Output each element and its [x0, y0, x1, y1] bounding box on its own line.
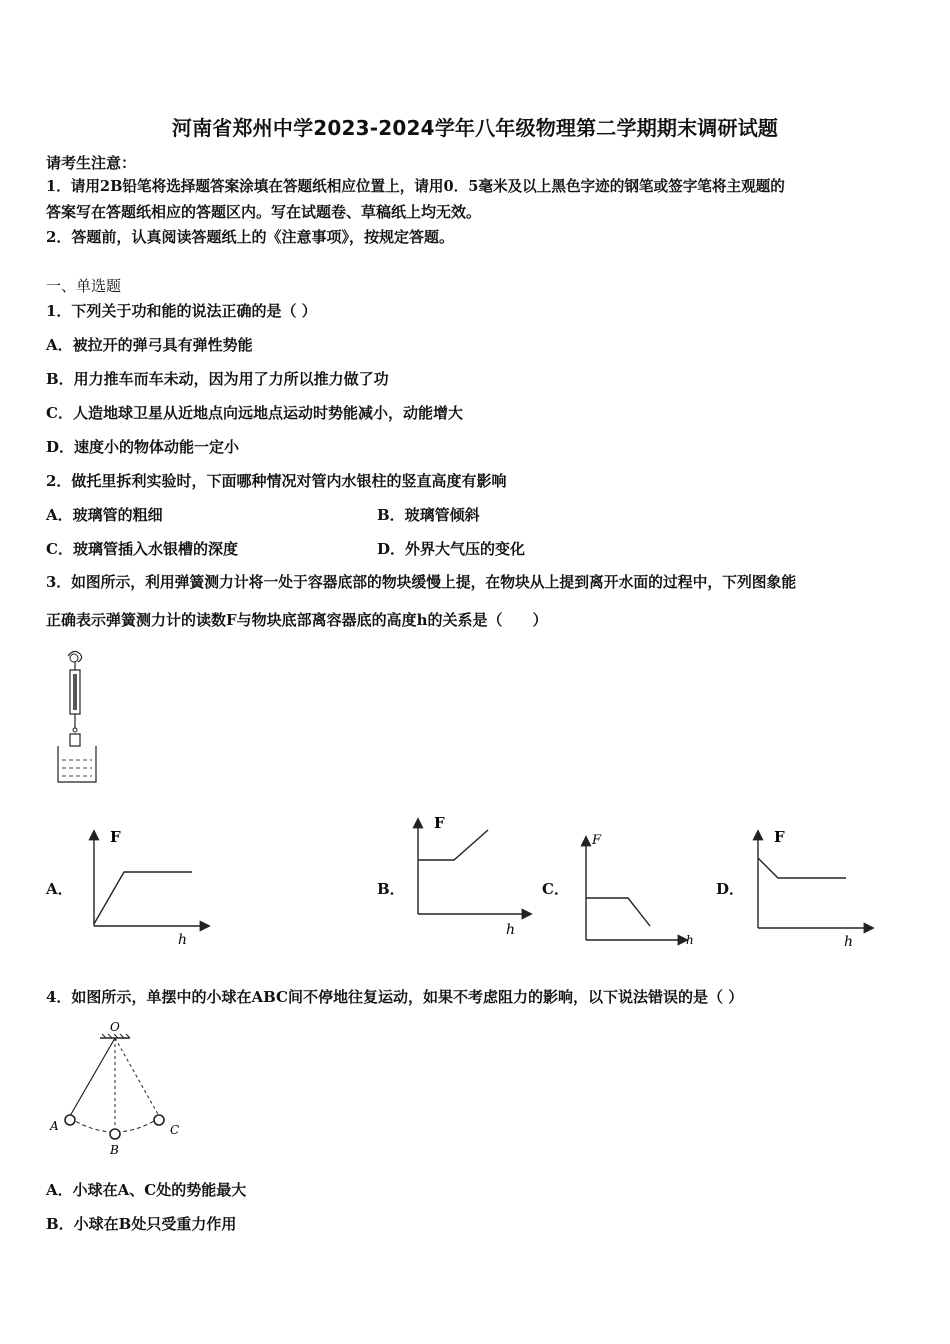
- q1-stem: 1．下列关于功和能的说法正确的是（ ）: [46, 302, 317, 320]
- pendulum-b-label: B: [110, 1143, 119, 1157]
- q2-option-a[interactable]: A．玻璃管的粗细: [46, 506, 163, 524]
- pendulum-figure: [46, 1018, 196, 1158]
- q4-option-a[interactable]: A．小球在A、C处的势能最大: [46, 1181, 247, 1199]
- graph-d-h-label: h: [844, 934, 854, 948]
- pendulum-c-label: C: [170, 1123, 180, 1137]
- q2-stem: 2．做托里拆利实验时，下面哪种情况对管内水银柱的竖直高度有影响: [46, 472, 507, 490]
- notice-line-2: 2．答题前，认真阅读答题纸上的《注意事项》，按规定答题。: [46, 228, 454, 246]
- q4-option-b[interactable]: B．小球在B处只受重力作用: [46, 1215, 237, 1233]
- pendulum-o-label: O: [110, 1020, 120, 1034]
- graph-b-h-label: h: [506, 922, 516, 938]
- q3-graph-d[interactable]: [748, 822, 878, 948]
- page-title: 河南省郑州中学2023-2024学年八年级物理第二学期期末调研试题: [171, 116, 779, 140]
- notice-line-1b: 答案写在答题纸相应的答题区内。写在试题卷、草稿纸上均无效。: [46, 203, 482, 221]
- graph-b-f-label: F: [434, 814, 445, 832]
- q3-graph-a[interactable]: [84, 822, 214, 948]
- q3-graph-c[interactable]: [576, 828, 698, 948]
- q1-option-a[interactable]: A．被拉开的弹弓具有弹性势能: [46, 336, 253, 354]
- q3-option-d-label[interactable]: D．: [716, 880, 745, 898]
- q1-option-b[interactable]: B．用力推车而车未动，因为用了力所以推力做了功: [46, 370, 389, 388]
- notice-heading: 请考生注意：: [46, 154, 137, 172]
- q3-option-b-label[interactable]: B．: [377, 880, 405, 898]
- q3-option-a-label[interactable]: A．: [46, 880, 73, 898]
- q3-option-c-label[interactable]: C．: [542, 880, 569, 898]
- graph-c-h-label: h: [686, 933, 694, 947]
- spring-scale-figure: [52, 648, 102, 784]
- notice-line-1a: 1．请用2B铅笔将选择题答案涂填在答题纸相应位置上，请用0．5毫米及以上黑色字迹的钢笔或签字笔将主观题的: [46, 178, 785, 195]
- section-heading: 一、单选题: [46, 277, 122, 295]
- q3-stem-line-2: 正确表示弹簧测力计的读数F与物块底部离容器底的高度h的关系是（ ）: [46, 611, 548, 629]
- q1-option-d[interactable]: D．速度小的物体动能一定小: [46, 438, 240, 456]
- q3-graph-b[interactable]: [406, 812, 536, 938]
- graph-c-f-label: F: [592, 833, 602, 848]
- q2-option-d[interactable]: D．外界大气压的变化: [377, 540, 526, 558]
- q1-option-c[interactable]: C．人造地球卫星从近地点向远地点运动时势能减小，动能增大: [46, 404, 463, 422]
- graph-a-f-label: F: [110, 828, 121, 846]
- q4-stem: 4．如图所示，单摆中的小球在ABC间不停地往复运动，如果不考虑阻力的影响，以下说法错误的是（ ）: [46, 988, 744, 1006]
- q2-option-b[interactable]: B．玻璃管倾斜: [377, 506, 480, 524]
- pendulum-a-label: A: [50, 1119, 59, 1133]
- graph-d-f-label: F: [774, 828, 785, 846]
- q3-stem-line-1: 3．如图所示，利用弹簧测力计将一处于容器底部的物块缓慢上提，在物块从上提到离开水面的过程中，下列图象能: [46, 574, 797, 591]
- graph-a-h-label: h: [178, 932, 188, 948]
- q2-option-c[interactable]: C．玻璃管插入水银槽的深度: [46, 540, 238, 558]
